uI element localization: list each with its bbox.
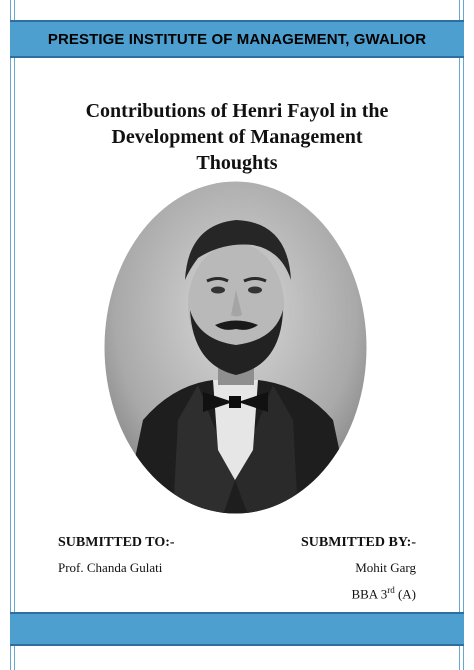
submitted-to-label: SUBMITTED TO:- bbox=[58, 535, 175, 550]
page-border-left-outer bbox=[10, 0, 11, 670]
page-border-left-inner bbox=[14, 0, 15, 670]
submitted-to-name: Prof. Chanda Gulati bbox=[58, 560, 163, 575]
document-title bbox=[40, 98, 434, 176]
class-sup: rd bbox=[387, 585, 395, 595]
submitted-by-label: SUBMITTED BY:- bbox=[300, 535, 416, 550]
title-line-3: Thoughts bbox=[196, 152, 278, 174]
submitted-by-class bbox=[351, 585, 416, 602]
institute-name: PRESTIGE INSTITUTE OF MANAGEMENT, GWALIOR bbox=[47, 30, 427, 48]
header-banner bbox=[10, 20, 464, 58]
page-border-right-inner bbox=[459, 0, 460, 670]
class-suffix: (A) bbox=[394, 586, 416, 602]
title-line-1: Contributions of Henri Fayol in the bbox=[85, 100, 389, 122]
title-line-2: Development of Management bbox=[111, 126, 363, 148]
page-border-right-outer bbox=[463, 0, 464, 670]
submitted-by-name: Mohit Garg bbox=[355, 560, 416, 575]
portrait-image bbox=[103, 180, 368, 515]
footer-banner bbox=[10, 612, 464, 646]
class-prefix: BBA 3 bbox=[351, 586, 388, 602]
